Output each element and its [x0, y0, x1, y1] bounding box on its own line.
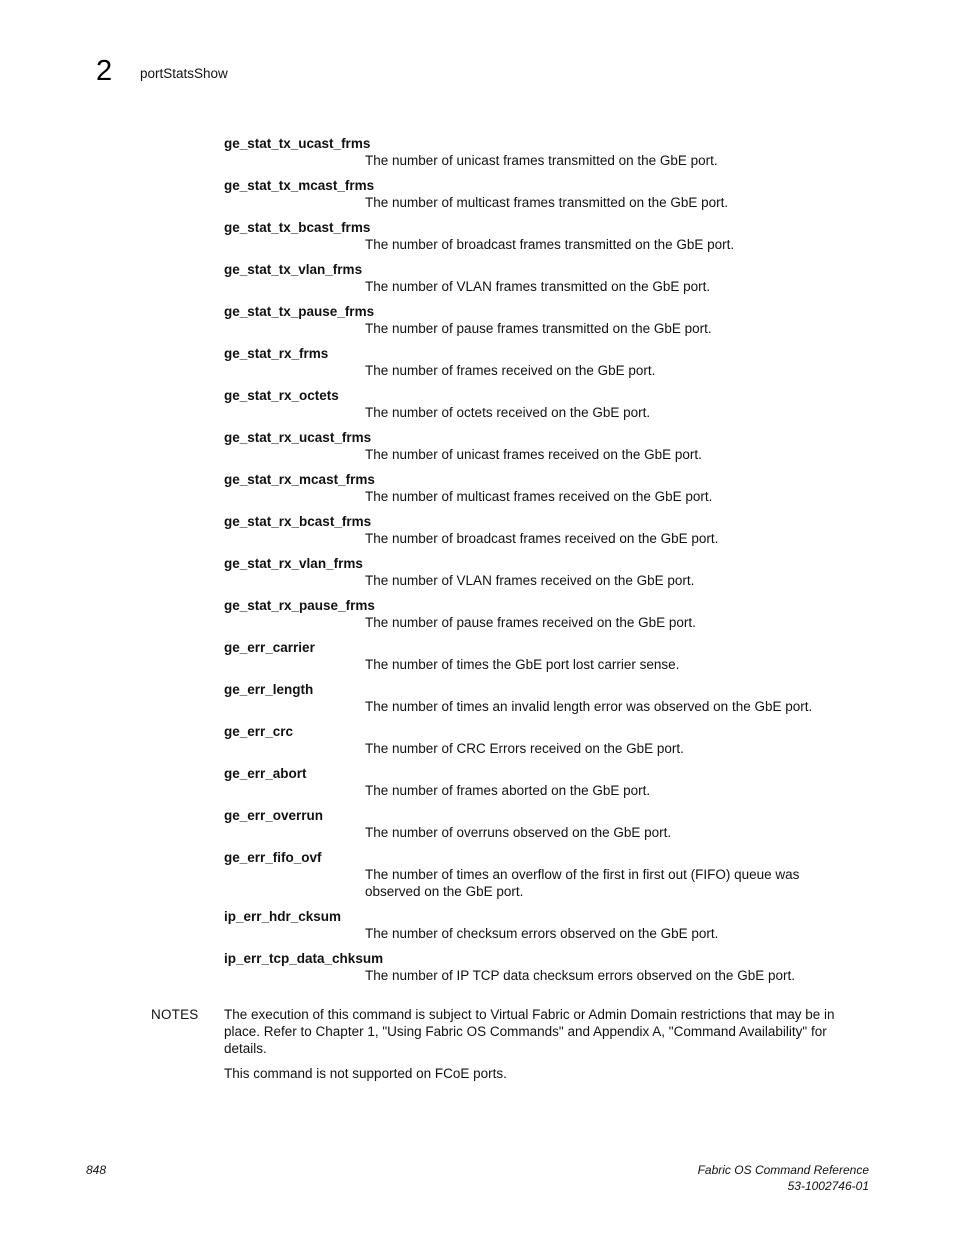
- definition-description: [365, 152, 864, 177]
- definition-item: [224, 303, 864, 345]
- definition-term: ip_err_tcp_data_chksum: [224, 951, 384, 966]
- definition-term: ip_err_hdr_cksum: [224, 909, 342, 924]
- definition-term: ge_err_length: [224, 682, 314, 697]
- description-line: The number of times the GbE port lost carrier sense.: [365, 657, 680, 672]
- notes-line: The execution of this command is subject to Virtual Fabric or Admin Domain restrictions that may be in: [224, 1007, 835, 1022]
- footer-book-info: [698, 1162, 869, 1194]
- definition-term: ge_stat_rx_frms: [224, 346, 329, 361]
- definition-description: [365, 194, 864, 219]
- description-line: The number of frames received on the GbE port.: [365, 363, 656, 378]
- description-line: observed on the GbE port.: [365, 884, 524, 899]
- definition-description: [365, 446, 864, 471]
- definition-description: [365, 782, 864, 807]
- definition-description: [365, 320, 864, 345]
- definition-term: ge_stat_rx_bcast_frms: [224, 514, 372, 529]
- description-line: The number of unicast frames received on the GbE port.: [365, 447, 702, 462]
- description-line: The number of CRC Errors received on the GbE port.: [365, 741, 684, 756]
- definition-term: ge_err_crc: [224, 724, 294, 739]
- definition-term: ge_err_overrun: [224, 808, 324, 823]
- description-line: The number of VLAN frames transmitted on the GbE port.: [365, 279, 711, 294]
- definition-term: ge_err_fifo_ovf: [224, 850, 322, 865]
- description-line: The number of pause frames transmitted on the GbE port.: [365, 321, 712, 336]
- definition-item: [224, 597, 864, 639]
- notes-body: [224, 1006, 864, 1090]
- definition-description: [365, 362, 864, 387]
- description-line: The number of times an invalid length error was observed on the GbE port.: [365, 699, 813, 714]
- definition-term: ge_stat_rx_vlan_frms: [224, 556, 363, 571]
- definition-item: [224, 950, 864, 992]
- description-line: The number of pause frames received on the GbE port.: [365, 615, 696, 630]
- definition-term: ge_stat_tx_mcast_frms: [224, 178, 375, 193]
- description-line: The number of overruns observed on the GbE port.: [365, 825, 672, 840]
- definition-term: ge_stat_rx_mcast_frms: [224, 472, 375, 487]
- definition-description: [365, 740, 864, 765]
- definition-item: [224, 135, 864, 177]
- running-header-title: portStatsShow: [140, 66, 228, 81]
- definition-description: [365, 698, 864, 723]
- definition-term: ge_stat_tx_bcast_frms: [224, 220, 371, 235]
- notes-paragraph-2: This command is not supported on FCoE ports.: [224, 1066, 507, 1081]
- definition-description: [365, 925, 864, 950]
- definition-description: [365, 278, 864, 303]
- definition-description: [365, 866, 864, 908]
- definition-description: [365, 572, 864, 597]
- definition-item: [224, 639, 864, 681]
- definition-description: [365, 404, 864, 429]
- footer-book-title: Fabric OS Command Reference: [697, 1163, 869, 1177]
- definition-item: [224, 429, 864, 471]
- definition-description: [365, 656, 864, 681]
- chapter-number: 2: [96, 55, 113, 87]
- definition-item: [224, 807, 864, 849]
- definition-item: [224, 908, 864, 950]
- definition-term: ge_stat_rx_octets: [224, 388, 339, 403]
- description-line: The number of multicast frames received on the GbE port.: [365, 489, 713, 504]
- definition-item: [224, 513, 864, 555]
- description-line: The number of multicast frames transmitted on the GbE port.: [365, 195, 729, 210]
- definition-term: ge_stat_rx_ucast_frms: [224, 430, 372, 445]
- description-line: The number of IP TCP data checksum errors observed on the GbE port.: [365, 968, 795, 983]
- definition-item: [224, 555, 864, 597]
- definition-item: [224, 471, 864, 513]
- footer-doc-number: 53-1002746-01: [787, 1179, 869, 1193]
- definition-description: [365, 824, 864, 849]
- definition-term: ge_stat_tx_vlan_frms: [224, 262, 363, 277]
- description-line: The number of checksum errors observed on the GbE port.: [365, 926, 719, 941]
- description-line: The number of VLAN frames received on the GbE port.: [365, 573, 695, 588]
- description-line: The number of broadcast frames received on the GbE port.: [365, 531, 719, 546]
- description-line: The number of frames aborted on the GbE port.: [365, 783, 651, 798]
- definition-item: [224, 849, 864, 908]
- notes-paragraph-1: [224, 1006, 864, 1057]
- definition-term: ge_stat_tx_ucast_frms: [224, 136, 371, 151]
- definition-term: ge_err_abort: [224, 766, 307, 781]
- definition-item: [224, 681, 864, 723]
- definition-item: [224, 345, 864, 387]
- description-line: The number of broadcast frames transmitted on the GbE port.: [365, 237, 735, 252]
- definition-term: ge_err_carrier: [224, 640, 315, 655]
- definition-item: [224, 765, 864, 807]
- definition-item: [224, 219, 864, 261]
- notes-line: place. Refer to Chapter 1, "Using Fabric OS Commands" and Appendix A, "Command Availability" for: [224, 1024, 827, 1039]
- notes-line: details.: [224, 1041, 267, 1056]
- notes-label: NOTES: [151, 1007, 199, 1022]
- footer-page-number: 848: [86, 1163, 107, 1177]
- definition-list: [224, 135, 864, 992]
- definition-item: [224, 177, 864, 219]
- definition-item: [224, 723, 864, 765]
- definition-term: ge_stat_rx_pause_frms: [224, 598, 375, 613]
- description-line: The number of octets received on the GbE port.: [365, 405, 651, 420]
- definition-description: [365, 614, 864, 639]
- definition-description: [365, 967, 864, 992]
- definition-description: [365, 236, 864, 261]
- description-line: The number of unicast frames transmitted on the GbE port.: [365, 153, 718, 168]
- definition-term: ge_stat_tx_pause_frms: [224, 304, 375, 319]
- definition-description: [365, 530, 864, 555]
- definition-description: [365, 488, 864, 513]
- definition-item: [224, 261, 864, 303]
- definition-item: [224, 387, 864, 429]
- description-line: The number of times an overflow of the first in first out (FIFO) queue was: [365, 867, 800, 882]
